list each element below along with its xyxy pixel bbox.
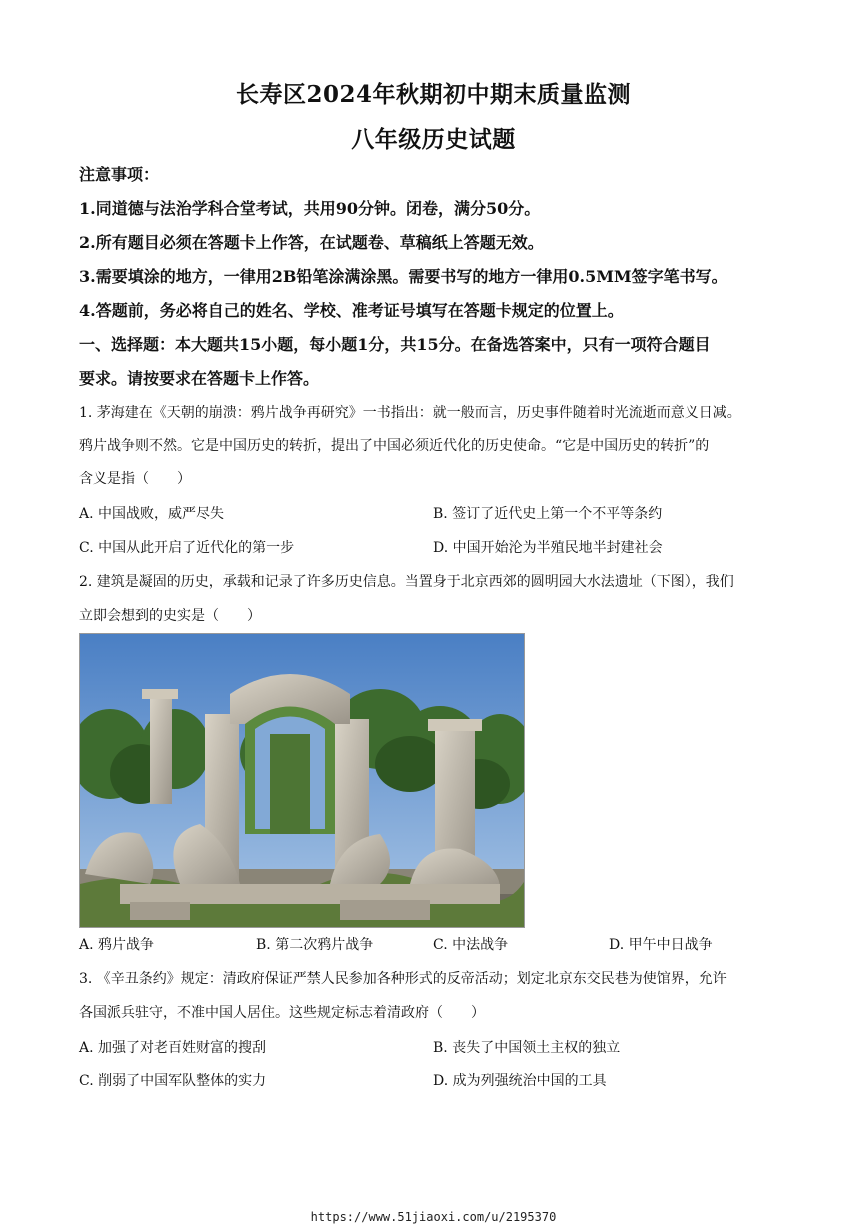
- question-2-option-a: A. 鸦片战争: [79, 937, 155, 953]
- page-title: 长寿区2024年秋期初中期末质量监测: [235, 81, 631, 108]
- footer-url[interactable]: https://www.51jiaoxi.com/u/2195370: [310, 1210, 557, 1224]
- question-3-option-c: C. 削弱了中国军队整体的实力: [79, 1073, 267, 1089]
- question-2-option-b: B. 第二次鸦片战争: [256, 937, 374, 953]
- page-subtitle: 八年级历史试题: [351, 126, 516, 153]
- question-1-option-d: D. 中国开始沦为半殖民地半封建社会: [433, 540, 663, 556]
- question-3-text: 各国派兵驻守，不准中国人居住。这些规定标志着清政府（ ）: [79, 1005, 485, 1021]
- section-heading-cont: 要求。请按要求在答题卡上作答。: [79, 369, 320, 388]
- question-1-option-b: B. 签订了近代史上第一个不平等条约: [433, 506, 663, 522]
- question-3-option-a: A. 加强了对老百姓财富的搜刮: [79, 1040, 267, 1056]
- question-1-text: 含义是指（ ）: [79, 471, 191, 487]
- question-2-text: 立即会想到的史实是（ ）: [79, 608, 261, 624]
- question-2-option-c: C. 中法战争: [433, 937, 509, 953]
- notice-item: 4.答题前，务必将自己的姓名、学校、准考证号填写在答题卡规定的位置上。: [79, 301, 624, 320]
- question-1-text: 鸦片战争则不然。它是中国历史的转折，提出了中国必须近代化的历史使命。“它是中国历史的转折”的: [79, 438, 710, 454]
- question-3-option-b: B. 丧失了中国领土主权的独立: [433, 1040, 621, 1056]
- question-1-text: 1. 茅海建在《天朝的崩溃：鸦片战争再研究》一书指出：就一般而言，历史事件随着时光流逝而意义日减。: [79, 405, 741, 421]
- question-2-option-d: D. 甲午中日战争: [609, 937, 713, 953]
- notice-item: 2.所有题目必须在答题卡上作答，在试题卷、草稿纸上答题无效。: [79, 233, 544, 252]
- question-1-option-a: A. 中国战败，威严尽失: [79, 506, 225, 522]
- notice-item: 3.需要填涂的地方，一律用2B铅笔涂满涂黑。需要书写的地方一律用0.5MM签字笔书写。: [79, 267, 728, 286]
- notice-item: 1.同道德与法治学科合堂考试，共用90分钟。闭卷，满分50分。: [79, 199, 541, 218]
- yuanmingyuan-ruins-photo: [79, 633, 525, 928]
- notice-heading: 注意事项：: [79, 165, 160, 184]
- question-3-text: 3. 《辛丑条约》规定：清政府保证严禁人民参加各种形式的反帝活动；划定北京东交民巷为使馆界，允许: [79, 971, 727, 987]
- question-2-text: 2. 建筑是凝固的历史，承载和记录了许多历史信息。当置身于北京西郊的圆明园大水法遗址（下图），我们: [79, 574, 734, 590]
- question-1-option-c: C. 中国从此开启了近代化的第一步: [79, 540, 295, 556]
- question-3-option-d: D. 成为列强统治中国的工具: [433, 1073, 607, 1089]
- section-heading: 一、选择题：本大题共15小题，每小题1分，共15分。在备选答案中，只有一项符合题目: [79, 335, 711, 354]
